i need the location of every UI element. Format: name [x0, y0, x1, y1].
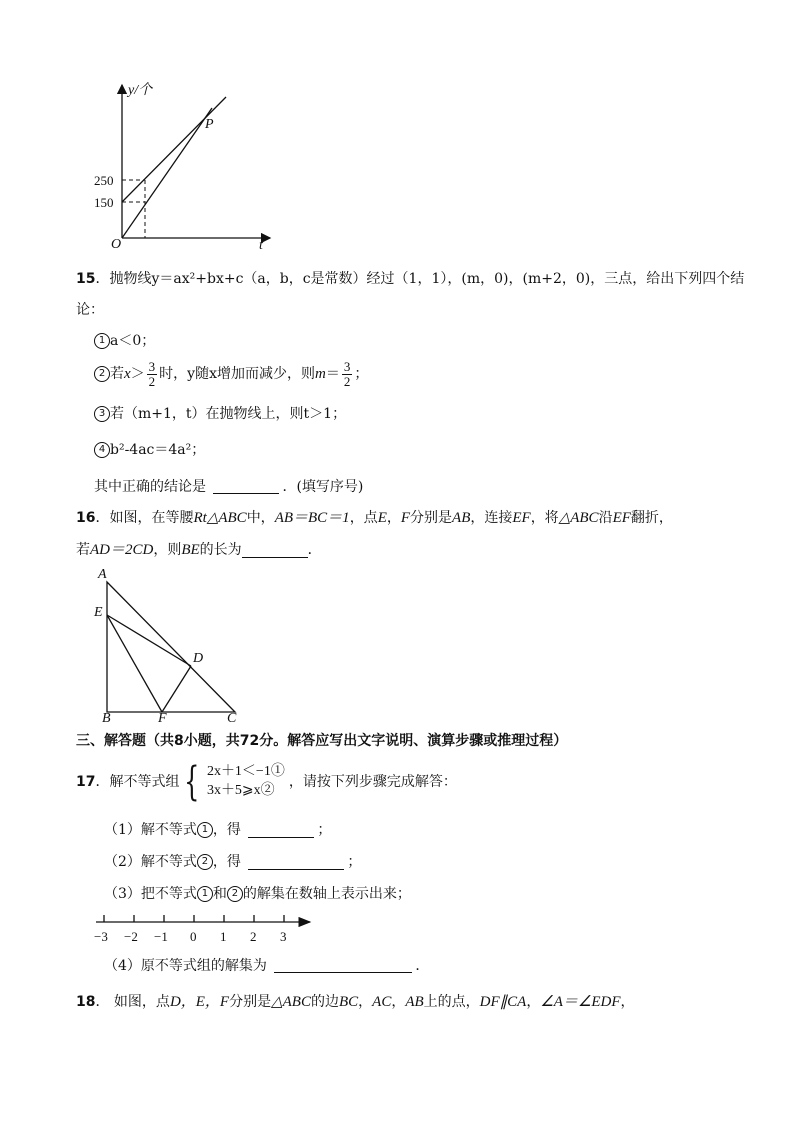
q17-stem [76, 759, 457, 805]
q18-text: 分别是 [229, 994, 272, 1010]
q16-segment-be: BE [181, 542, 200, 558]
q16-text: ．如图，在等腰 [95, 510, 194, 526]
circled-number-2: 2 [197, 854, 213, 870]
q15-option-1 [94, 333, 155, 349]
q15-opt2-prefix: 若 [110, 366, 124, 383]
label-c: C [227, 711, 237, 726]
circled-number-1: 1 [94, 333, 110, 349]
q17-step4-end: ． [415, 958, 430, 974]
q16-text: ． [307, 542, 322, 558]
x-axis-label: t [259, 238, 263, 253]
q18-triangle: △ABC [271, 994, 311, 1010]
q18-side-bc: BC [338, 994, 359, 1010]
q16-text: 翻折， [630, 510, 673, 526]
brace-symbol: { [184, 759, 200, 805]
q16-text: 沿 [598, 510, 613, 526]
q15-opt2-m: m [314, 366, 326, 383]
number-line-ticks [104, 915, 284, 922]
circled-number-2: 2 [94, 366, 110, 382]
q16-rt-triangle: Rt△ABC [193, 510, 247, 526]
section-3-title: 三、解答题（共8小题，共72分。解答应写出文字说明、演算步骤或推理过程） [76, 733, 568, 749]
q15-opt2-gt: ＞ [130, 366, 145, 383]
q16-text: ，连接 [470, 510, 513, 526]
q15-answer-suffix: ．(填写序号) [282, 479, 364, 495]
q18-text: ， [526, 994, 541, 1010]
number-line-tick-label: −3 [94, 929, 108, 944]
q17-step3-text: 的解集在数轴上表示出来； [242, 886, 411, 902]
triangle-figure [95, 567, 255, 720]
circled-number-1: 1 [197, 822, 213, 838]
q18-number: 18 [76, 994, 96, 1010]
q16-line1 [76, 511, 673, 526]
fraction-denominator: 2 [343, 373, 351, 389]
inequality-system [179, 759, 285, 805]
q16-segment-ab: AB [452, 510, 471, 526]
number-line-tick-label: −2 [124, 929, 138, 944]
q17-stem-suffix: ，请按下列步骤完成解答： [288, 774, 457, 790]
q17-step1-end: ； [317, 822, 332, 838]
q18-parallel: DF∥CA [479, 994, 527, 1010]
q15-option-3 [94, 406, 346, 422]
circled-number-4: 4 [94, 442, 110, 458]
triangle-abc [107, 582, 235, 712]
q16-text: ，将 [530, 510, 559, 526]
circled-number-3: 3 [94, 406, 110, 422]
q16-text: 若 [76, 542, 90, 558]
q16-segment-ef: EF [612, 510, 631, 526]
q16-text: ， [386, 510, 401, 526]
q17-step1-blank[interactable] [248, 823, 314, 838]
q16-line2 [76, 543, 322, 558]
q16-text: ，则 [153, 542, 182, 558]
circled-number-2: 2 [227, 886, 243, 902]
q15-opt2-x: x [124, 366, 131, 383]
circled-number-1: 1 [197, 886, 213, 902]
q18-text: 的边 [310, 994, 339, 1010]
y-axis-label: y/个 [128, 83, 153, 98]
q18-text: ． 如图，点 [95, 994, 170, 1010]
q17-step2-text: ，得 [212, 854, 241, 870]
q16-text: 的长为 [199, 542, 242, 558]
tick-250: 250 [94, 173, 114, 188]
fraction-numerator: 3 [343, 359, 351, 374]
segment-ed [107, 615, 191, 666]
fraction-denominator: 2 [148, 373, 156, 389]
label-f: F [158, 711, 167, 726]
q15-number: 15 [76, 271, 96, 287]
inequality-2: 3x＋5⩾x② [206, 783, 275, 798]
q17-step3-text: 和 [212, 886, 227, 902]
number-line-tick-label: 1 [220, 929, 227, 944]
system-lines [207, 763, 285, 801]
line-graph-figure [90, 80, 290, 260]
label-e: E [94, 605, 103, 620]
q17-step2-end: ； [347, 854, 362, 870]
q18-text: ， [391, 994, 406, 1010]
q16-triangle: △ABC [558, 510, 599, 526]
label-b: B [102, 711, 111, 726]
label-a: A [98, 567, 107, 582]
number-line-tick-label: 3 [280, 929, 287, 944]
q17-step2-text: （2）解不等式 [104, 854, 197, 870]
q15-answer-prefix: 其中正确的结论是 [94, 479, 206, 495]
q18-angle-eq: ∠A＝∠EDF [540, 994, 621, 1010]
fraction-3-2-b [342, 360, 353, 388]
q17-step4-text: （4）原不等式组的解集为 [104, 958, 267, 974]
q18-text: 上的点， [423, 994, 480, 1010]
q17-step3-text: （3）把不等式 [104, 886, 197, 902]
q15-opt2-end: ； [354, 366, 369, 383]
q15-opt2-eq: ＝ [325, 366, 340, 383]
origin-label: O [111, 237, 122, 252]
q15-stem-line1 [76, 272, 744, 286]
line-from-origin [122, 108, 212, 238]
number-line-tick-label: −1 [154, 929, 168, 944]
number-line-tick-label: 0 [190, 929, 197, 944]
q16-text: ，点 [349, 510, 378, 526]
q15-option-2 [94, 360, 368, 388]
number-line [94, 910, 324, 930]
q18-points: D，E，F [169, 994, 230, 1010]
inequality-1: 2x＋1＜−1① [206, 764, 285, 780]
tick-150: 150 [94, 195, 114, 210]
q17-step1 [104, 822, 331, 838]
point-p-label: P [205, 117, 214, 132]
q17-number: 17 [76, 774, 96, 790]
q15-answer-line [94, 479, 363, 494]
q17-stem-prefix: ．解不等式组 [95, 774, 180, 790]
q17-step1-text: （1）解不等式 [104, 822, 197, 838]
q18-side-ab: AB [405, 994, 424, 1010]
q16-point-e: E [377, 510, 387, 526]
q17-step3 [104, 886, 411, 902]
segment-fd [162, 666, 191, 712]
q16-equation-2: AD＝2CD [90, 542, 154, 558]
q16-number: 16 [76, 510, 96, 526]
q17-step2 [104, 854, 361, 870]
q16-answer-blank[interactable] [242, 543, 308, 558]
q17-step4-blank[interactable] [274, 958, 412, 973]
label-d: D [193, 651, 204, 666]
q16-text: 分别是 [410, 510, 453, 526]
q16-point-f: F [400, 510, 411, 526]
q15-opt2-middle: 时，y随x增加而减少，则 [159, 366, 315, 383]
q18-line1 [76, 995, 635, 1010]
q18-side-ac: AC [372, 994, 392, 1010]
line-from-150 [122, 97, 226, 202]
q15-option-4-text: b²-4ac＝4a²； [110, 442, 206, 458]
q18-text: ， [358, 994, 373, 1010]
q17-step2-blank[interactable] [248, 855, 344, 870]
number-line-tick-label: 2 [250, 929, 257, 944]
q15-option-4 [94, 442, 205, 458]
q15-option-3-text: 若（m+1，t）在抛物线上，则t＞1； [110, 406, 347, 422]
q16-equation: AB＝BC＝1 [274, 510, 350, 526]
q16-segment-ef: EF [512, 510, 531, 526]
q15-stem-text: ．抛物线y＝ax²+bx+c（a，b，c是常数）经过（1，1），(m，0)，(m+2，0)，三点，给出下列四个结 [95, 271, 745, 287]
q15-answer-blank[interactable] [213, 479, 279, 494]
q16-text: 中， [246, 510, 275, 526]
fraction-3-2 [147, 360, 158, 388]
q17-step1-text: ，得 [212, 822, 241, 838]
q15-option-1-text: a＜0； [110, 333, 156, 349]
q17-step4 [104, 958, 429, 973]
q15-stem-line2: 论： [76, 302, 104, 318]
fraction-numerator: 3 [148, 359, 156, 374]
q18-text: ， [620, 994, 635, 1010]
